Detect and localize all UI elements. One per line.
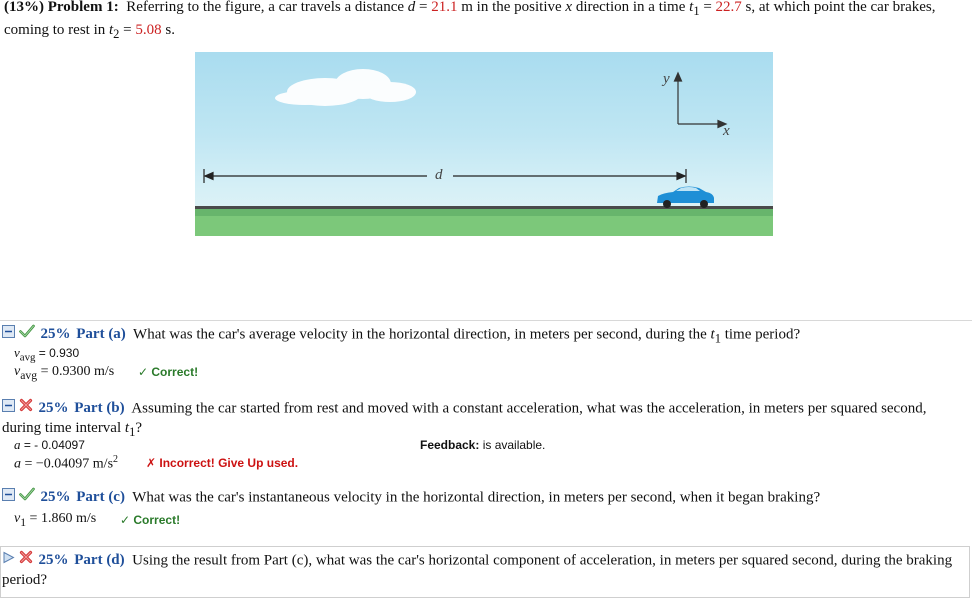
part-d-label: Part (d) bbox=[74, 552, 125, 569]
part-b-label: Part (b) bbox=[74, 400, 125, 417]
cloud-icon bbox=[275, 69, 416, 106]
part-d-percent: 25% bbox=[38, 552, 69, 569]
part-a-fmt-sub: avg bbox=[20, 368, 38, 382]
y-axis-label: y bbox=[663, 71, 670, 87]
part-d-header bbox=[2, 551, 964, 590]
problem-d-symbol: d bbox=[407, 0, 416, 15]
part-a-raw-value: = 0.930 bbox=[35, 346, 80, 360]
part-a-question-post: time period? bbox=[720, 326, 801, 343]
axes-icon bbox=[675, 73, 727, 128]
problem-percent: (13%) bbox=[4, 0, 44, 15]
part-c-formatted-answer bbox=[14, 511, 96, 529]
problem-d-unit: m in the positive bbox=[457, 0, 566, 15]
feedback-label: Feedback: bbox=[420, 438, 480, 452]
road-line bbox=[195, 206, 773, 209]
problem-t1-value: 22.7 bbox=[715, 0, 742, 15]
part-a-status: ✓ Correct! bbox=[138, 365, 199, 379]
check-icon bbox=[19, 324, 35, 344]
problem-t2-symbol: t bbox=[109, 22, 114, 38]
problem-eq-1: = bbox=[415, 0, 432, 15]
part-c-label: Part (c) bbox=[76, 489, 125, 506]
part-c-status: ✓ Correct! bbox=[120, 513, 181, 527]
problem-eq-3: = bbox=[119, 22, 136, 38]
part-a-question: What was the car's average velocity in the horizontal direction, in meters per second, during the bbox=[133, 326, 711, 343]
part-b-fmt-value: = −0.04097 m/s bbox=[21, 456, 114, 472]
check-icon bbox=[19, 487, 35, 507]
distance-arrow bbox=[204, 169, 686, 183]
problem-t2-sub: 2 bbox=[113, 27, 120, 41]
problem-text-2: direction in a time bbox=[572, 0, 690, 15]
part-b-question-post: ? bbox=[135, 420, 142, 436]
part-b-raw-value: = - 0.04097 bbox=[20, 438, 85, 452]
part-a-question-sub: 1 bbox=[714, 331, 721, 346]
part-c-fmt-var: v bbox=[14, 511, 21, 526]
part-c-fmt-sub: 1 bbox=[20, 515, 27, 529]
problem-t1-symbol: t bbox=[689, 0, 694, 15]
part-c-fmt-value: = 1.860 m/s bbox=[26, 511, 97, 526]
problem-text-3: s, at which point the car brakes, coming to rest in bbox=[4, 0, 936, 38]
problem-figure bbox=[195, 52, 773, 236]
part-d-question: Using the result from Part (c), what was the car's horizontal component of acceleration, in meters per squared second, during the braking period? bbox=[2, 552, 953, 588]
problem-text-4: s. bbox=[161, 22, 175, 38]
collapse-icon[interactable] bbox=[2, 488, 15, 507]
problem-d-value: 21.1 bbox=[431, 0, 458, 15]
problem-title: Problem 1: bbox=[47, 0, 119, 15]
part-a-raw-answer bbox=[14, 345, 79, 364]
cross-icon bbox=[19, 398, 33, 418]
part-a-fmt-value: = 0.9300 m/s bbox=[37, 364, 115, 379]
part-b-fmt-sup: 2 bbox=[113, 454, 119, 465]
part-b-question: Assuming the car started from rest and moved with a constant acceleration, what was the acceleration, in meters per squared second, during time interval bbox=[2, 400, 927, 436]
collapse-icon[interactable] bbox=[2, 399, 15, 418]
x-axis-label: x bbox=[723, 123, 730, 139]
part-b-question-var: t bbox=[124, 420, 130, 436]
part-b-question-sub: 1 bbox=[129, 425, 136, 439]
part-a-question-var: t bbox=[710, 326, 715, 343]
part-a-fmt-var: v bbox=[14, 364, 21, 379]
collapse-icon[interactable] bbox=[2, 325, 15, 344]
part-b-raw-var: a bbox=[14, 437, 21, 452]
cross-icon bbox=[19, 550, 33, 570]
part-b-raw-answer bbox=[14, 437, 85, 453]
part-a-label: Part (a) bbox=[76, 326, 126, 343]
part-a-raw-var: v bbox=[14, 345, 20, 360]
distance-label: d bbox=[435, 167, 443, 183]
divider bbox=[0, 320, 972, 321]
problem-text-1: Referring to the figure, a car travels a distance bbox=[126, 0, 408, 15]
part-c-header bbox=[2, 488, 964, 508]
part-c-question: What was the car's instantaneous velocity in the horizontal direction, in meters per second, when it began braking? bbox=[132, 489, 821, 506]
problem-t2-value: 5.08 bbox=[135, 22, 162, 38]
problem-t1-sub: 1 bbox=[693, 4, 700, 18]
part-b-header bbox=[2, 399, 964, 442]
part-b-formatted-answer bbox=[14, 454, 118, 473]
car-icon bbox=[657, 187, 714, 209]
part-b-status: ✗ Incorrect! Give Up used. bbox=[146, 456, 299, 470]
problem-x-symbol: x bbox=[565, 0, 573, 15]
part-c-percent: 25% bbox=[40, 489, 71, 506]
feedback-text: is available. bbox=[479, 438, 546, 452]
part-a-header bbox=[2, 325, 964, 348]
part-a-formatted-answer bbox=[14, 364, 114, 382]
problem-eq-2: = bbox=[699, 0, 716, 15]
problem-statement bbox=[4, 0, 966, 44]
part-a-raw-sub: avg bbox=[19, 351, 36, 364]
part-a-percent: 25% bbox=[40, 326, 71, 343]
part-b-feedback[interactable] bbox=[420, 438, 545, 452]
expand-icon[interactable] bbox=[2, 551, 15, 570]
part-b-fmt-var: a bbox=[14, 456, 21, 472]
part-b-percent: 25% bbox=[38, 400, 69, 417]
